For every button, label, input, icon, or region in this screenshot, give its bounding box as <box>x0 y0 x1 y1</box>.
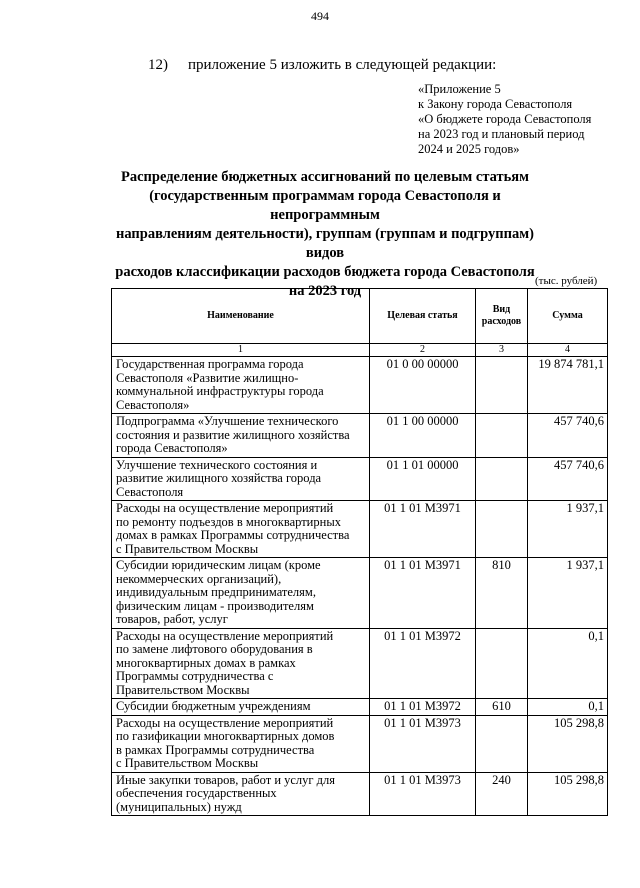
title-line: Распределение бюджетных ассигнований по целевым статьям <box>120 169 530 185</box>
cell-target-article: 01 1 01 М3972 <box>370 699 476 716</box>
cell-name-line: товаров, работ, услуг <box>116 612 228 626</box>
cell-name-line: по ремонту подъездов в многоквартирных <box>116 514 341 529</box>
table-row <box>112 357 608 414</box>
cell-name <box>112 457 370 501</box>
budget-table <box>111 288 608 816</box>
cell-name <box>112 699 370 716</box>
cell-name-line: развитие жилищного хозяйства города <box>116 471 322 485</box>
cell-amount: 457 740,6 <box>528 414 608 458</box>
table-row <box>112 699 608 716</box>
cell-target-article: 01 1 01 М3971 <box>370 501 476 558</box>
cell-expense-type: 610 <box>476 699 528 716</box>
cell-name-line: Государственная программа города <box>116 357 304 371</box>
cell-name-line: Севастополя «Развитие жилищно- <box>116 370 299 385</box>
title-line: направлениям деятельности), группам (группам и подгруппам) видов <box>116 226 534 261</box>
cell-name-line: Субсидии бюджетным учреждениям <box>116 699 311 713</box>
cell-name-line: Расходы на осуществление мероприятий <box>116 628 334 643</box>
title-line: на 2023 год <box>288 283 362 299</box>
cell-name <box>112 715 370 772</box>
cell-target-article: 01 1 01 М3972 <box>370 628 476 699</box>
cell-name-line: города Севастополя» <box>116 441 228 455</box>
cell-name <box>112 414 370 458</box>
cell-name <box>112 558 370 629</box>
appendix-line: «О бюджете города Севастополя <box>418 112 592 126</box>
cell-amount: 1 937,1 <box>528 501 608 558</box>
table-row <box>112 457 608 501</box>
column-number: 2 <box>370 344 476 357</box>
cell-name-line: Подпрограмма «Улучшение технического <box>116 414 339 428</box>
header-row <box>112 289 608 344</box>
document-title <box>100 168 550 301</box>
amendment-item <box>148 57 496 74</box>
title-line: (государственным программам города Севастополя и непрограммным <box>149 188 501 223</box>
units-note: (тыс. рублей) <box>535 275 598 287</box>
cell-name-line: с Правительством Москвы <box>116 541 259 556</box>
cell-name-line: Севастополя <box>116 484 184 499</box>
cell-name-line: Субсидии юридическим лицам (кроме <box>116 558 321 572</box>
cell-expense-type: 240 <box>476 772 528 816</box>
table-row <box>112 501 608 558</box>
cell-name-line: Расходы на осуществление мероприятий <box>116 501 334 515</box>
cell-name <box>112 772 370 816</box>
cell-target-article: 01 0 00 00000 <box>370 357 476 414</box>
cell-name-line: Программы сотрудничества с <box>116 669 274 683</box>
cell-expense-type <box>476 414 528 458</box>
cell-name <box>112 501 370 558</box>
cell-target-article: 01 1 01 М3971 <box>370 558 476 629</box>
cell-name-line: Расходы на осуществление мероприятий <box>116 715 334 730</box>
cell-name <box>112 357 370 414</box>
table-row <box>112 715 608 772</box>
page-number: 494 <box>311 9 329 23</box>
cell-name-line: состояния и развитие жилищного хозяйства <box>116 427 350 442</box>
cell-expense-type <box>476 715 528 772</box>
cell-name-line: Иные закупки товаров, работ и услуг для <box>116 772 336 787</box>
table-row <box>112 628 608 699</box>
cell-name-line: с Правительством Москвы <box>116 756 259 770</box>
header-vr <box>476 289 528 344</box>
cell-amount: 1 937,1 <box>528 558 608 629</box>
cell-amount: 105 298,8 <box>528 772 608 816</box>
cell-name-line: (муниципальных) нужд <box>116 799 242 814</box>
cell-name-line: в рамках Программы сотрудничества <box>116 742 315 757</box>
cell-expense-type <box>476 628 528 699</box>
cell-name-line: Правительством Москвы <box>116 682 250 697</box>
appendix-line: к Закону города Севастополя <box>418 97 573 111</box>
cell-target-article: 01 1 01 00000 <box>370 457 476 501</box>
cell-expense-type <box>476 357 528 414</box>
cell-name-line: Улучшение технического состояния и <box>116 457 318 472</box>
title-line: расходов классификации расходов бюджета города Севастополя <box>115 264 535 280</box>
column-number-row <box>112 344 608 357</box>
cell-amount: 19 874 781,1 <box>528 357 608 414</box>
cell-expense-type <box>476 501 528 558</box>
table-row <box>112 772 608 816</box>
cell-name-line: по газификации многоквартирных домов <box>116 729 335 743</box>
cell-name-line: Севастополя» <box>116 397 190 412</box>
cell-amount: 105 298,8 <box>528 715 608 772</box>
cell-target-article: 01 1 00 00000 <box>370 414 476 458</box>
table-row <box>112 558 608 629</box>
cell-amount: 457 740,6 <box>528 457 608 501</box>
cell-name-line: физическим лицам - производителям <box>116 598 314 613</box>
cell-name-line: по замене лифтового оборудования в <box>116 642 313 656</box>
cell-expense-type: 810 <box>476 558 528 629</box>
cell-name-line: домах в рамках Программы сотрудничества <box>116 528 350 542</box>
cell-amount: 0,1 <box>528 699 608 716</box>
cell-name-line: некоммерческих организаций), <box>116 571 282 586</box>
header-sum: Сумма <box>528 289 608 344</box>
header-vr-line: Вид <box>492 304 511 315</box>
cell-expense-type <box>476 457 528 501</box>
cell-name-line: индивидуальным предпринимателям, <box>116 585 316 599</box>
table-row <box>112 414 608 458</box>
cell-target-article: 01 1 01 М3973 <box>370 715 476 772</box>
cell-target-article: 01 1 01 М3973 <box>370 772 476 816</box>
header-name: Наименование <box>112 289 370 344</box>
appendix-reference <box>418 82 591 157</box>
cell-name-line: обеспечения государственных <box>116 786 277 800</box>
item-text: приложение 5 изложить в следующей редакции: <box>188 57 497 73</box>
appendix-line: «Приложение 5 <box>418 82 501 96</box>
header-vr-line: расходов <box>481 316 522 327</box>
cell-amount: 0,1 <box>528 628 608 699</box>
appendix-line: 2024 и 2025 годов» <box>418 142 520 156</box>
cell-name-line: коммунальной инфраструктуры города <box>116 384 324 398</box>
appendix-line: на 2023 год и плановый период <box>418 127 585 141</box>
header-code: Целевая статья <box>370 289 476 344</box>
column-number: 3 <box>476 344 528 357</box>
column-number: 4 <box>528 344 608 357</box>
column-number: 1 <box>112 344 370 357</box>
cell-name <box>112 628 370 699</box>
item-number: 12) <box>148 57 168 73</box>
cell-name-line: многоквартирных домах в рамках <box>116 655 296 670</box>
